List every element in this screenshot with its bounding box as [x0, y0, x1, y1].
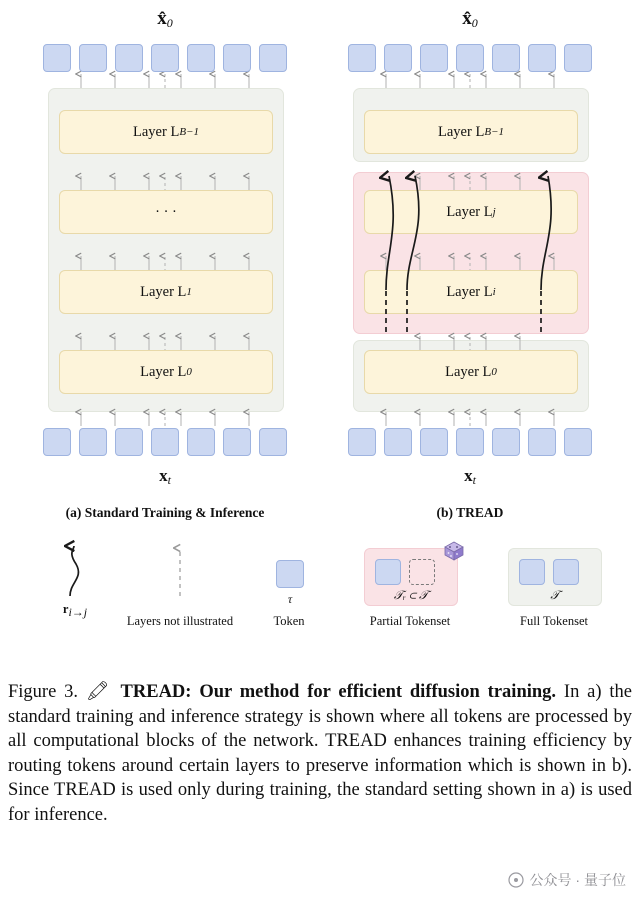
panel-a-input-symbol: x: [159, 466, 168, 485]
legend-full-tokenset: [508, 548, 602, 606]
panel-b-output-symbol: x̂: [462, 8, 472, 29]
panel-standard-training: [40, 0, 290, 500]
figure-caption-title: TREAD: Our method for efficient diffusion training.: [120, 682, 557, 702]
figure-caption: [8, 680, 632, 828]
legend-route-subscript: i→j: [68, 605, 88, 619]
dice-icon: [443, 539, 465, 561]
token-square: [79, 44, 107, 72]
token-square: [115, 44, 143, 72]
layer-subscript: 0: [186, 366, 192, 378]
token-square: [223, 44, 251, 72]
legend-token-symbol: τ: [287, 592, 293, 606]
token-square: [115, 428, 143, 456]
partial-tokenset-symbol: 𝒯ᵣ ⊂ 𝒯: [393, 588, 429, 602]
panel-b-routing-curves: [345, 0, 595, 500]
token-square: [79, 428, 107, 456]
layer-label: · · ·: [155, 203, 177, 220]
partial-tokenset-icon: [364, 548, 458, 606]
token-square: [259, 44, 287, 72]
layer-subscript: i: [492, 286, 496, 298]
layer-label: Layer L: [133, 123, 180, 140]
layer-block: [59, 350, 273, 394]
panel-a-input-token-row: [40, 428, 290, 456]
figure-caption-body: In a) the standard training and inference strategy is shown where all tokens are processed by all computational blocks of the network. TREAD enhances training efficiency by routing tokens around certain layers to preserve information which is shown in b). Since TREAD is used only during training, the standard setting shown in a) is used for inference.: [8, 682, 633, 825]
watermark: [508, 870, 626, 890]
token-square: [187, 44, 215, 72]
token-square: [187, 428, 215, 456]
token-square-icon: [276, 560, 304, 588]
token-square: [259, 428, 287, 456]
figure-caption-prefix: Figure 3.: [8, 682, 79, 702]
legend-token: [276, 560, 304, 607]
full-tokenset-symbol: 𝒯: [550, 588, 560, 602]
layer-block: [59, 270, 273, 314]
panel-tread: [345, 0, 595, 500]
legend-full-tokenset-label: Full Tokenset: [520, 614, 588, 628]
legend-token-label: Token: [273, 614, 305, 628]
token-square: [519, 559, 545, 585]
legend-route-symbol: r: [62, 602, 69, 616]
layer-subscript: j: [492, 206, 496, 218]
layer-subscript: B−1: [179, 126, 199, 138]
layer-label: Layer L: [445, 363, 492, 380]
layer-label: Layer L: [140, 283, 187, 300]
watermark-logo-icon: [508, 872, 524, 888]
legend-partial-tokenset-label: Partial Tokenset: [369, 614, 451, 628]
pen-icon: 🖍: [85, 682, 113, 702]
panel-b-caption: (b) TREAD: [436, 505, 504, 520]
panel-a-output-subscript: 0: [166, 16, 173, 30]
layer-label: Layer L: [446, 203, 493, 220]
layer-label: Layer L: [446, 283, 493, 300]
curved-route-arrow-icon: [40, 538, 110, 600]
panel-a-output-symbol: x̂: [157, 8, 167, 29]
layer-block: [59, 110, 273, 154]
layer-label: Layer L: [140, 363, 187, 380]
panel-b-output-subscript: 0: [471, 16, 478, 30]
watermark-text: 公众号 · 量子位: [529, 872, 626, 888]
panel-b-input-symbol: x: [464, 466, 473, 485]
token-square: [151, 428, 179, 456]
panel-a-caption: (a) Standard Training & Inference: [65, 505, 265, 520]
layer-subscript: 0: [491, 366, 497, 378]
layer-subscript: B−1: [484, 126, 504, 138]
token-square: [223, 428, 251, 456]
legend-dashed-arrow-label: Layers not illustrated: [126, 614, 234, 628]
legend-route-arrow: [40, 538, 110, 604]
token-square-dropped: [409, 559, 435, 585]
token-square: [553, 559, 579, 585]
layer-subscript: 1: [186, 286, 192, 298]
token-square: [375, 559, 401, 585]
token-square: [43, 44, 71, 72]
panel-a-arrows: [40, 0, 290, 500]
token-square: [43, 428, 71, 456]
panel-a-output-token-row: [40, 44, 290, 72]
legend-partial-tokenset: [364, 548, 458, 606]
layer-label: Layer L: [438, 123, 485, 140]
full-tokenset-icon: [508, 548, 602, 606]
layer-block-ellipsis: [59, 190, 273, 234]
token-square: [151, 44, 179, 72]
figure-legend: [0, 538, 640, 638]
panel-a-input-subscript: t: [167, 473, 171, 487]
legend-dashed-arrow: [150, 538, 210, 604]
dashed-up-arrow-icon: [150, 538, 210, 600]
panel-b-input-subscript: t: [472, 473, 476, 487]
